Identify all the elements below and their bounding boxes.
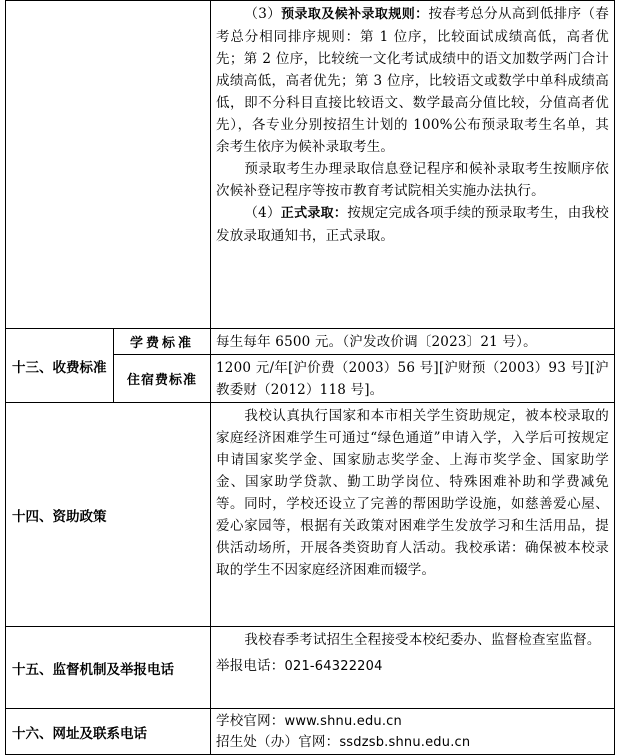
- empty-label-cell: [6, 1, 211, 329]
- row-admission-rules: [6, 1, 615, 329]
- supervision-text: 我校春季考试招生全程接受本校纪委办、监督检查室监督。: [244, 632, 601, 648]
- pre-admission-procedure-paragraph: 预录取考生办理录取信息登记程序和候补录取考生按顺序依次候补登记程序等按市教育考试院相关实施办法执行。: [216, 161, 609, 199]
- tuition-cell: [211, 329, 615, 355]
- rules-table: [5, 0, 615, 755]
- lodging-cell: [211, 355, 615, 403]
- row-financial-aid: [6, 403, 615, 627]
- supervision-cell: [211, 627, 615, 709]
- school-website-link[interactable]: www.shnu.edu.cn: [284, 714, 402, 729]
- formal-admission-paragraph: （4）正式录取：按规定完成各项手续的预录取考生，由我校发放录取通知书，正式录取。: [216, 205, 609, 244]
- admission-website-line: 招生处（办）官网：ssdzsb.shnu.edu.cn: [216, 734, 471, 750]
- contact-cell: [211, 709, 615, 755]
- contact-section-label: 十六、网址及联系电话: [6, 709, 211, 755]
- report-phone-line: 举报电话：021-64322204: [216, 658, 383, 674]
- row-contact: [6, 709, 615, 755]
- pre-admission-rule-paragraph: （3）预录取及候补录取规则：按春考总分从高到低排序（春考总分相同排序规则：第 1 位序，比较面试成绩高低，高者优先；第 2 位序，比较统一文化考试成绩中的语文加数学两门合计成绩高低，高者优先；第 3 位序，比较语文或数学中单科成绩高低，即不分科目直接比较语文、数学最高分值比较，分值高者优先），各专业分别按招生计划的 100%公布预录取考生名单，其余考生依序为候补录取考生。: [216, 6, 609, 155]
- admission-website-link[interactable]: ssdzsb.shnu.edu.cn: [339, 735, 471, 750]
- lodging-text: 1200 元/年[沪价费（2003）56 号][沪财预（2003）93 号][沪教委财（2012）118 号]。: [216, 360, 609, 398]
- row-supervision: [6, 627, 615, 709]
- tuition-text: 每生每年 6500 元。（沪发改价调〔2023〕21 号）。: [216, 334, 537, 350]
- row-tuition: [6, 329, 615, 355]
- report-phone-number: 021-64322204: [284, 659, 383, 674]
- fees-section-label: 十三、收费标准: [6, 329, 114, 403]
- aid-cell: [211, 403, 615, 627]
- tuition-label: 学费标准: [114, 329, 211, 355]
- school-website-line: 学校官网：www.shnu.edu.cn: [216, 713, 402, 729]
- admission-rules-cell: [211, 1, 615, 329]
- supervision-section-label: 十五、监督机制及举报电话: [6, 627, 211, 709]
- pre-admission-rule-title: 预录取及候补录取规则：: [281, 7, 429, 22]
- admission-rules-document: [5, 0, 614, 754]
- aid-text: 我校认真执行国家和本市相关学生资助规定，被本校录取的家庭经济困难学生可通过“绿色通道”申请入学，入学后可按规定申请国家奖学金、国家励志奖学金、上海市奖学金、国家助学金、国家助学贷款、勤工助学岗位、特殊困难补助和学费减免等。同时，学校还设立了完善的帮困助学设施，如慈善爱心屋、爱心家园等，根据有关政策对困难学生发放学习和生活用品，提供活动场所，开展各类资助育人活动。我校承诺：确保被本校录取的学生不因家庭经济困难而辍学。: [216, 408, 609, 578]
- aid-section-label: 十四、资助政策: [6, 403, 211, 627]
- formal-admission-title: 正式录取：: [280, 206, 348, 221]
- lodging-label: 住宿费标准: [114, 355, 211, 403]
